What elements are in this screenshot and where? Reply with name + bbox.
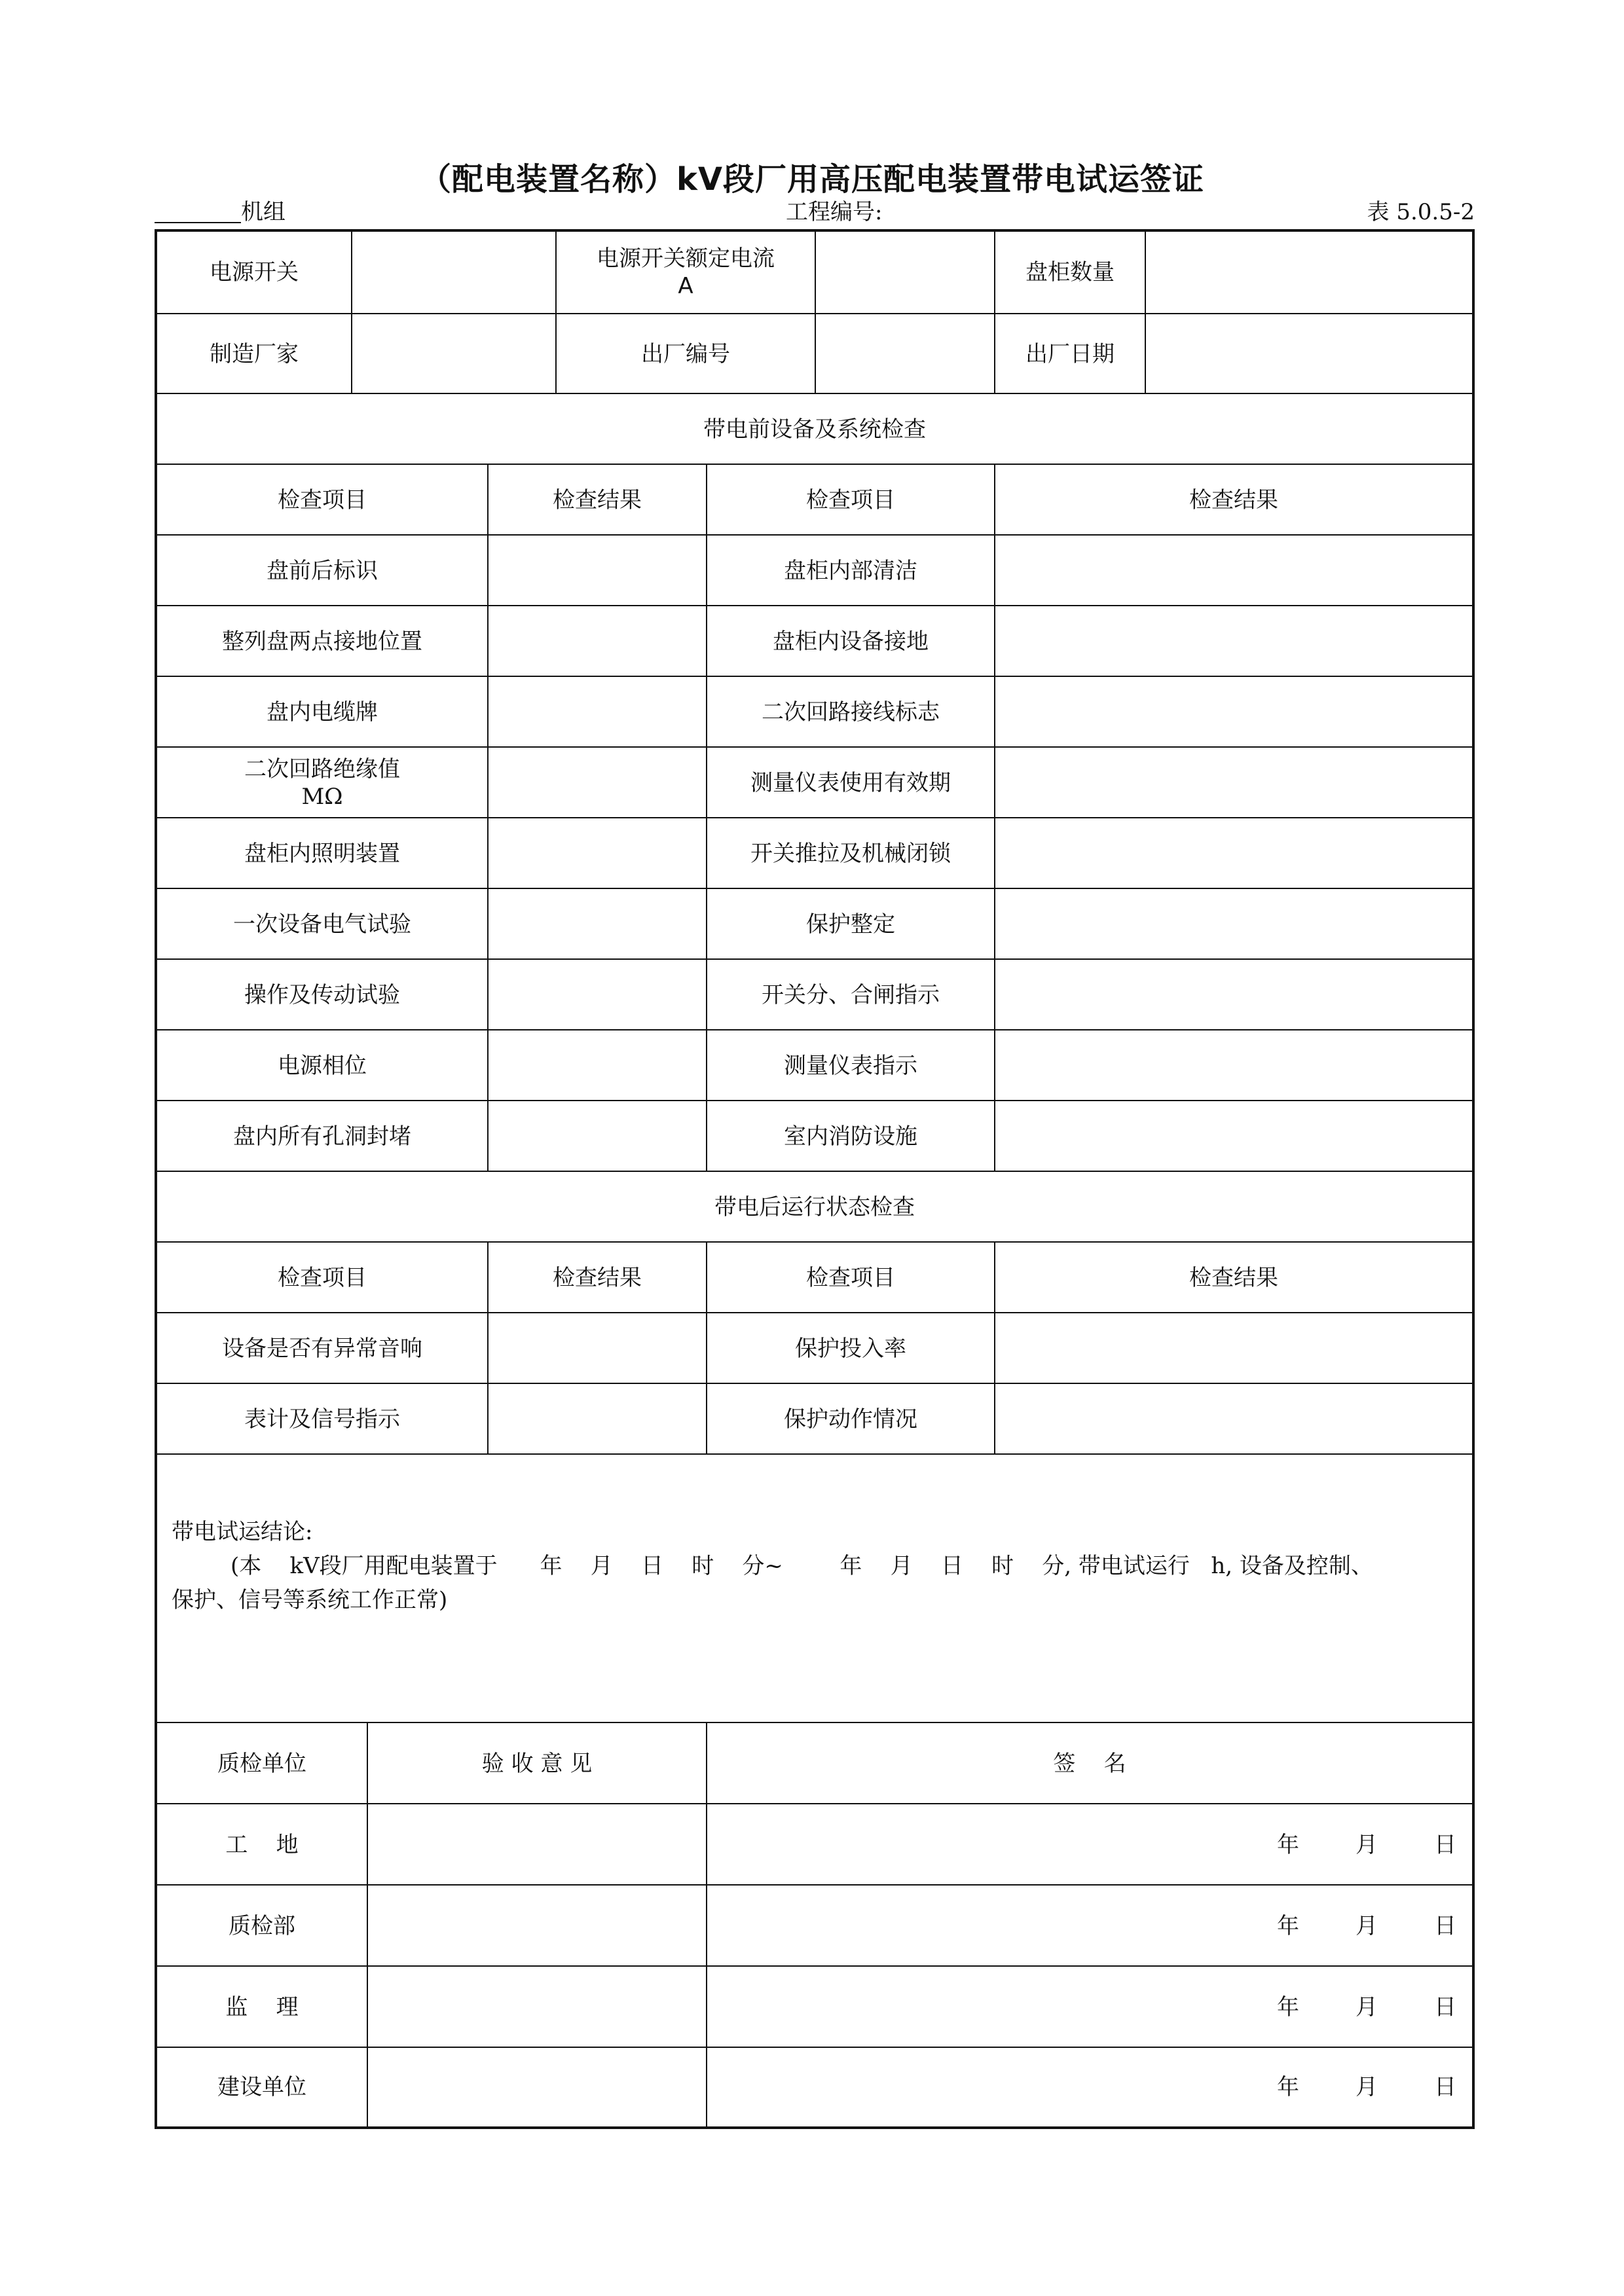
post-check-result[interactable]	[487, 1313, 706, 1384]
date-year: 年	[1277, 1913, 1299, 1939]
rated-current-label	[555, 232, 815, 313]
pre-check-result[interactable]	[487, 960, 706, 1030]
date-month: 月	[1356, 1832, 1378, 1858]
conclusion-line-2: 保护、信号等系统工作正常)	[172, 1587, 448, 1613]
pre-check-result[interactable]	[487, 1030, 706, 1101]
sign-signature-field[interactable]	[706, 1886, 1472, 1967]
pre-check-result[interactable]	[487, 889, 706, 960]
conclusion-section[interactable]	[157, 1453, 1472, 1723]
insulation-unit: MΩ	[301, 784, 343, 810]
pre-check-item: 一次设备电气试验	[233, 911, 411, 938]
info-row-2	[157, 313, 1472, 394]
manufacturer-label: 制造厂家	[210, 341, 299, 367]
date-month: 月	[1356, 1913, 1378, 1939]
serial-number-label: 出厂编号	[555, 314, 815, 394]
post-check-row	[157, 1312, 1472, 1384]
date-year: 年	[1277, 1832, 1299, 1858]
post-check-header-row	[157, 1241, 1472, 1313]
date-day: 日	[1434, 1832, 1456, 1858]
post-check-result[interactable]	[487, 1384, 706, 1455]
pre-check-result[interactable]	[487, 818, 706, 889]
pre-check-result[interactable]	[994, 1030, 1472, 1101]
pre-check-row	[157, 817, 1472, 889]
pre-check-item: 室内消防设施	[706, 1101, 994, 1172]
pre-check-result[interactable]	[994, 536, 1472, 606]
post-header-item-1: 检查项目	[278, 1265, 367, 1291]
post-header-result-1: 检查结果	[487, 1243, 706, 1313]
pre-check-item: 整列盘两点接地位置	[222, 629, 422, 655]
sign-header-opinion: 验 收 意 见	[367, 1723, 706, 1804]
sign-unit-label: 监 理	[225, 1994, 299, 2020]
pre-check-row	[157, 676, 1472, 748]
date-month: 月	[1356, 2074, 1378, 2100]
pre-check-item: 盘柜内照明装置	[244, 841, 400, 867]
date-year: 年	[1277, 2074, 1299, 2100]
unit-suffix: 机组	[241, 199, 286, 225]
sign-date	[1221, 1886, 1456, 1967]
rated-current-unit: A	[678, 273, 693, 299]
serial-number-value[interactable]	[815, 314, 994, 394]
pre-check-row	[157, 1100, 1472, 1172]
post-check-item: 设备是否有异常音响	[222, 1336, 422, 1362]
post-check-result[interactable]	[994, 1313, 1472, 1384]
sign-date	[1221, 1804, 1456, 1886]
power-switch-value[interactable]	[351, 232, 555, 313]
pre-check-result[interactable]	[994, 677, 1472, 748]
pre-check-result[interactable]	[994, 748, 1472, 818]
pre-check-result[interactable]	[487, 536, 706, 606]
rated-current-text: 电源开关额定电流	[597, 246, 775, 272]
pre-check-item: 保护整定	[706, 889, 994, 960]
sign-row-supervision	[157, 1965, 1472, 2048]
date-day: 日	[1434, 2074, 1456, 2100]
sign-row-qc	[157, 1884, 1472, 1967]
sign-opinion-field[interactable]	[367, 1967, 706, 2048]
rated-current-value[interactable]	[815, 232, 994, 313]
pre-check-item: 开关分、合闸指示	[706, 960, 994, 1030]
pre-check-item: 二次回路接线标志	[706, 677, 994, 748]
pre-check-result[interactable]	[487, 677, 706, 748]
pre-check-result[interactable]	[487, 748, 706, 818]
post-check-result[interactable]	[994, 1384, 1472, 1455]
pre-check-item: 盘内电缆牌	[267, 699, 378, 725]
info-row-1	[157, 232, 1472, 313]
post-check-item: 保护动作情况	[706, 1384, 994, 1455]
sign-opinion-field[interactable]	[367, 1886, 706, 1967]
pre-header-item-2: 检查项目	[706, 465, 994, 536]
post-check-title: 带电后运行状态检查	[714, 1194, 915, 1220]
sign-unit-label: 质检部	[229, 1913, 295, 1939]
project-number-label: 工程编号:	[786, 199, 883, 225]
post-header-result-2: 检查结果	[994, 1243, 1472, 1313]
pre-check-item: 操作及传动试验	[244, 982, 400, 1008]
post-check-item: 保护投入率	[706, 1313, 994, 1384]
pre-check-result[interactable]	[994, 889, 1472, 960]
table-number: 表 5.0.5-2	[1367, 199, 1475, 225]
pre-check-item: 盘柜内设备接地	[706, 606, 994, 677]
conclusion-label: 带电试运结论:	[172, 1519, 313, 1545]
sign-date	[1221, 2048, 1456, 2126]
pre-check-title: 带电前设备及系统检查	[703, 416, 926, 443]
sign-opinion-field[interactable]	[367, 1804, 706, 1886]
mfg-date-value[interactable]	[1145, 314, 1472, 394]
sign-unit-label: 建设单位	[217, 2074, 306, 2100]
sign-unit-label: 工 地	[225, 1832, 299, 1858]
date-month: 月	[1356, 1994, 1378, 2020]
pre-header-result-1: 检查结果	[487, 465, 706, 536]
pre-check-row	[157, 958, 1472, 1030]
pre-check-result[interactable]	[487, 606, 706, 677]
sign-header-signature: 签 名	[706, 1723, 1472, 1804]
pre-check-item: 盘内所有孔洞封堵	[233, 1123, 411, 1150]
pre-check-result[interactable]	[994, 1101, 1472, 1172]
pre-header-item-1: 检查项目	[278, 487, 367, 513]
pre-check-row	[157, 605, 1472, 677]
cabinet-count-label: 盘柜数量	[994, 232, 1145, 313]
cabinet-count-value[interactable]	[1145, 232, 1472, 313]
unit-blank-line	[155, 200, 241, 223]
sign-row-site	[157, 1803, 1472, 1886]
pre-check-row	[157, 888, 1472, 960]
power-switch-label: 电源开关	[210, 259, 299, 285]
sign-signature-field[interactable]	[706, 1804, 1472, 1886]
conclusion-text	[172, 1515, 1458, 1617]
post-header-item-2: 检查项目	[706, 1243, 994, 1313]
sign-header-unit: 质检单位	[217, 1751, 306, 1777]
pre-check-item: 测量仪表指示	[706, 1030, 994, 1101]
post-check-item: 表计及信号指示	[244, 1406, 400, 1432]
sign-opinion-field[interactable]	[367, 2048, 706, 2126]
date-day: 日	[1434, 1994, 1456, 2020]
pre-check-result[interactable]	[994, 960, 1472, 1030]
pre-check-result[interactable]	[994, 818, 1472, 889]
sign-signature-field[interactable]	[706, 1967, 1472, 2048]
date-day: 日	[1434, 1913, 1456, 1939]
post-check-row	[157, 1383, 1472, 1455]
pre-check-item: 盘前后标识	[267, 558, 378, 584]
pre-check-item: 测量仪表使用有效期	[706, 748, 994, 818]
conclusion-line-1: (本 kV段厂用配电装置于 年 月 日 时 分~ 年 月 日 时 分, 带电试运行 h, 设备及控制、	[231, 1553, 1373, 1579]
document-title: （配电装置名称）kV段厂用高压配电装置带电试运签证	[419, 161, 1205, 198]
pre-check-header-row	[157, 464, 1472, 536]
sign-row-owner	[157, 2047, 1472, 2126]
pre-check-item: 盘柜内部清洁	[706, 536, 994, 606]
mfg-date-label: 出厂日期	[994, 314, 1145, 394]
pre-header-result-2: 检查结果	[994, 465, 1472, 536]
sign-signature-field[interactable]	[706, 2048, 1472, 2126]
pre-check-item: 电源相位	[278, 1053, 367, 1079]
pre-check-item: 开关推拉及机械闭锁	[706, 818, 994, 889]
unit-label	[155, 199, 286, 225]
sign-header-row	[157, 1722, 1472, 1804]
post-check-section	[157, 1171, 1472, 1243]
pre-check-result[interactable]	[487, 1101, 706, 1172]
sign-date	[1221, 1967, 1456, 2048]
form-table	[155, 229, 1475, 2129]
pre-check-row	[157, 534, 1472, 606]
pre-check-result[interactable]	[994, 606, 1472, 677]
pre-check-item	[157, 748, 487, 818]
pre-check-section	[157, 393, 1472, 465]
pre-check-row	[157, 746, 1472, 818]
manufacturer-value[interactable]	[351, 314, 555, 394]
date-year: 年	[1277, 1994, 1299, 2020]
insulation-label: 二次回路绝缘值	[244, 756, 400, 782]
pre-check-row	[157, 1029, 1472, 1101]
